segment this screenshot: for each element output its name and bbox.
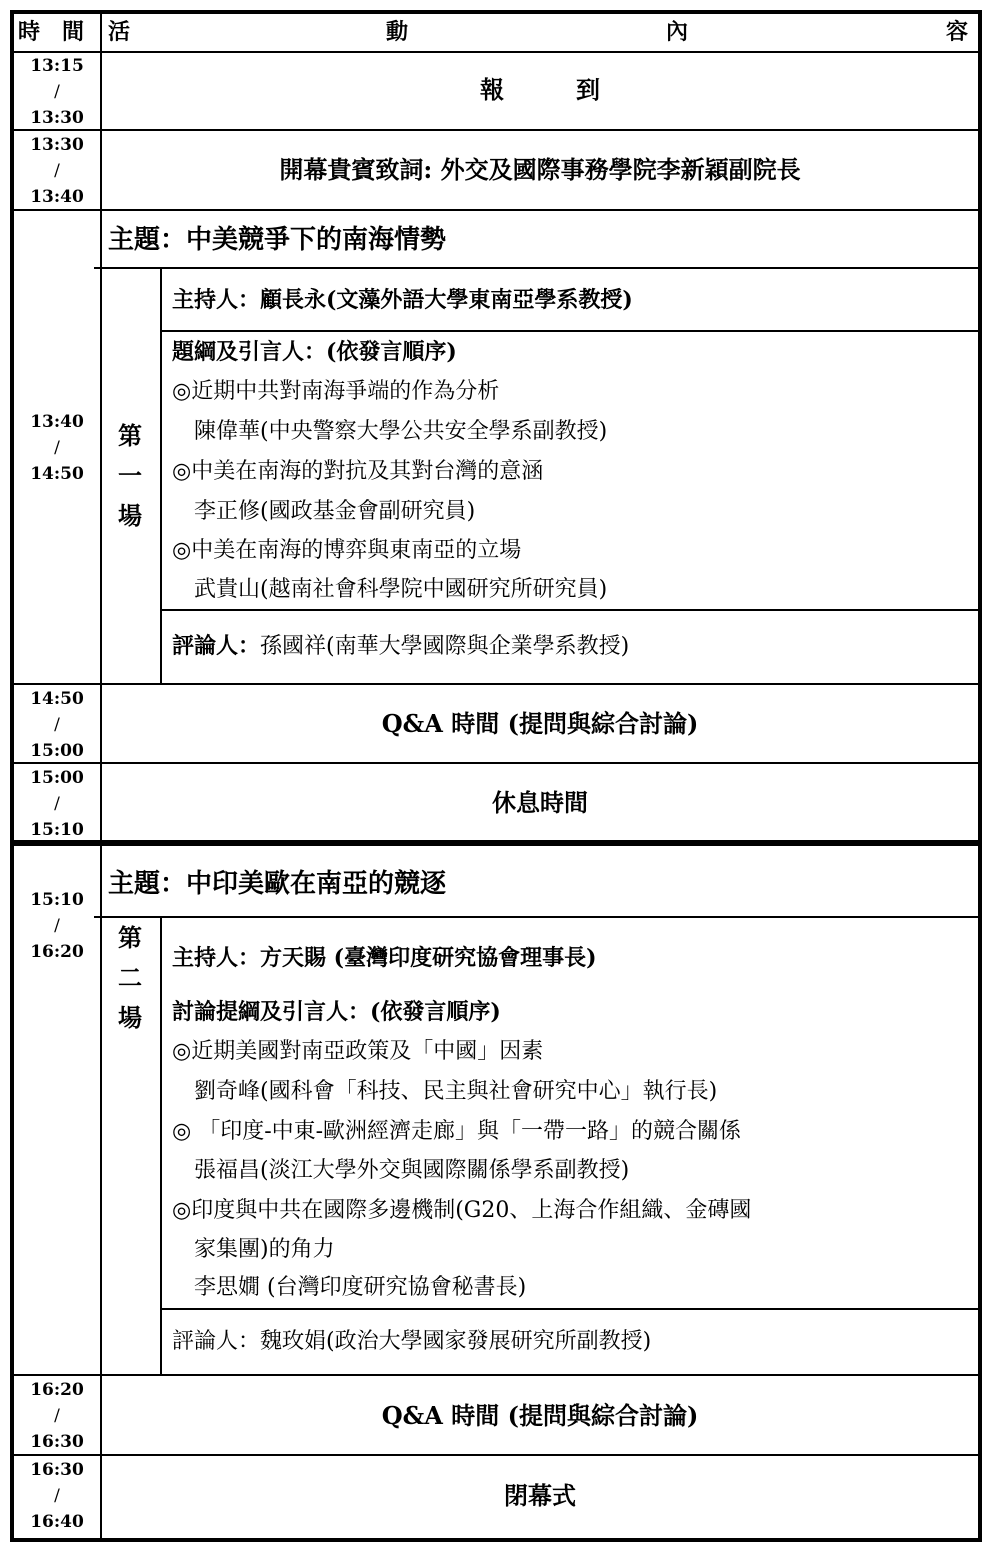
session-2-item: 張福昌(淡江大學外交與國際關係學系副教授) [172, 1158, 630, 1183]
row-divider [14, 762, 978, 764]
session-2-item: ◎近期美國對南亞政策及「中國」因素 [172, 1039, 544, 1064]
opening-remarks-text: 開幕貴賓致詞: 外交及國際事務學院李新穎副院長 [279, 155, 801, 184]
time-separator: / [54, 1406, 60, 1426]
session-2-theme: 主題：中印美歐在南亞的競逐 [108, 869, 447, 899]
row-divider [160, 1308, 978, 1310]
header-time: 時 間 [18, 19, 85, 45]
start-time: 15:00 [30, 768, 84, 788]
row-divider [14, 209, 978, 211]
time-separator: / [54, 715, 60, 735]
session-1-outline-title: 題綱及引言人：(依發言順序) [172, 339, 457, 365]
qa-text: Q&A 時間 (提問與綜合討論) [381, 1401, 699, 1430]
end-time: 15:10 [30, 820, 84, 840]
time-cell [14, 53, 100, 131]
session-label-char: 場 [118, 1003, 142, 1032]
commentator-label: 評論人： [172, 633, 261, 659]
session-label-char: 第 [118, 421, 142, 450]
start-time: 14:50 [30, 689, 84, 709]
row-divider [14, 1374, 978, 1376]
session-label-divider [160, 267, 162, 684]
break-text: 休息時間 [492, 788, 588, 817]
time-cell [14, 1377, 100, 1455]
session-2-item: 家集團)的角力 [172, 1237, 335, 1262]
closing-text: 閉幕式 [504, 1481, 576, 1510]
header-activity-3: 內 [666, 19, 689, 45]
session-2-item: ◎ 「印度-中東-歐洲經濟走廊」與「一帶一路」的競合關係 [172, 1119, 742, 1144]
time-cell [14, 686, 100, 764]
row-divider [14, 1454, 978, 1456]
start-time: 16:30 [30, 1460, 84, 1480]
session-2-label [110, 918, 150, 1038]
time-separator: / [54, 82, 60, 102]
time-separator: / [54, 794, 60, 814]
time-cell [14, 765, 100, 843]
time-separator: / [54, 916, 60, 936]
session-1-item: 武貴山(越南社會科學院中國研究所研究員) [172, 577, 608, 602]
start-time: 13:30 [30, 135, 84, 155]
session-2-item: 李思嫺 (台灣印度研究協會秘書長) [172, 1275, 527, 1300]
start-time: 15:10 [30, 890, 84, 910]
session-1-commentator [172, 626, 629, 667]
section-divider [14, 840, 978, 846]
session-1-host: 主持人：顧長永(文藻外語大學東南亞學系教授) [172, 287, 633, 313]
session-1-theme: 主題：中美競爭下的南海情勢 [108, 225, 447, 255]
time-separator: / [54, 161, 60, 181]
time-separator: / [54, 1486, 60, 1506]
start-time: 16:20 [30, 1380, 84, 1400]
session-1-item: ◎中美在南海的博弈與東南亞的立場 [172, 538, 522, 563]
row-divider [94, 267, 978, 269]
session-label-divider [160, 916, 162, 1375]
row-divider [14, 51, 978, 53]
header-activity-2: 動 [386, 19, 409, 45]
time-cell [14, 409, 100, 487]
time-column-divider [100, 14, 102, 1538]
session-label-char: 一 [118, 461, 142, 490]
end-time: 14:50 [30, 464, 84, 484]
row-divider [14, 683, 978, 685]
end-time: 16:20 [30, 942, 84, 962]
session-1-item: ◎近期中共對南海爭端的作為分析 [172, 379, 500, 404]
start-time: 13:40 [30, 412, 84, 432]
row-divider [14, 129, 978, 131]
session-label-char: 二 [118, 963, 142, 992]
end-time: 13:30 [30, 108, 84, 128]
header-activity-4: 容 [946, 19, 969, 45]
session-1-item: ◎中美在南海的對抗及其對台灣的意涵 [172, 459, 544, 484]
commentator-name: 孫國祥(南華大學國際與企業學系教授) [260, 634, 630, 659]
agenda-table [10, 10, 982, 1542]
session-2-host: 主持人：方天賜 (臺灣印度研究協會理事長) [172, 945, 597, 971]
session-1-label [110, 416, 150, 536]
end-time: 15:00 [30, 741, 84, 761]
time-cell [14, 887, 100, 965]
session-1-item: 陳偉華(中央警察大學公共安全學系副教授) [172, 419, 608, 444]
start-time: 13:15 [30, 56, 84, 76]
session-1-item: 李正修(國政基金會副研究員) [172, 499, 476, 524]
session-2-item: ◎印度與中共在國際多邊機制(G20、上海合作組織、金磚國 [172, 1198, 752, 1223]
session-2-item: 劉奇峰(國科會「科技、民主與社會研究中心」執行長) [172, 1079, 718, 1104]
time-cell [14, 1457, 100, 1535]
session-2-commentator: 評論人：魏玫娟(政治大學國家發展研究所副教授) [172, 1329, 652, 1354]
end-time: 16:30 [30, 1432, 84, 1452]
session-label-char: 第 [118, 923, 142, 952]
session-2-outline-title: 討論提綱及引言人：(依發言順序) [172, 999, 501, 1025]
header-activity-1: 活 [108, 19, 131, 45]
registration-text: 報 到 [480, 75, 600, 104]
qa-text: Q&A 時間 (提問與綜合討論) [381, 709, 699, 738]
row-divider [94, 916, 978, 918]
session-label-char: 場 [118, 501, 142, 530]
end-time: 16:40 [30, 1512, 84, 1532]
end-time: 13:40 [30, 187, 84, 207]
time-separator: / [54, 438, 60, 458]
time-cell [14, 132, 100, 210]
